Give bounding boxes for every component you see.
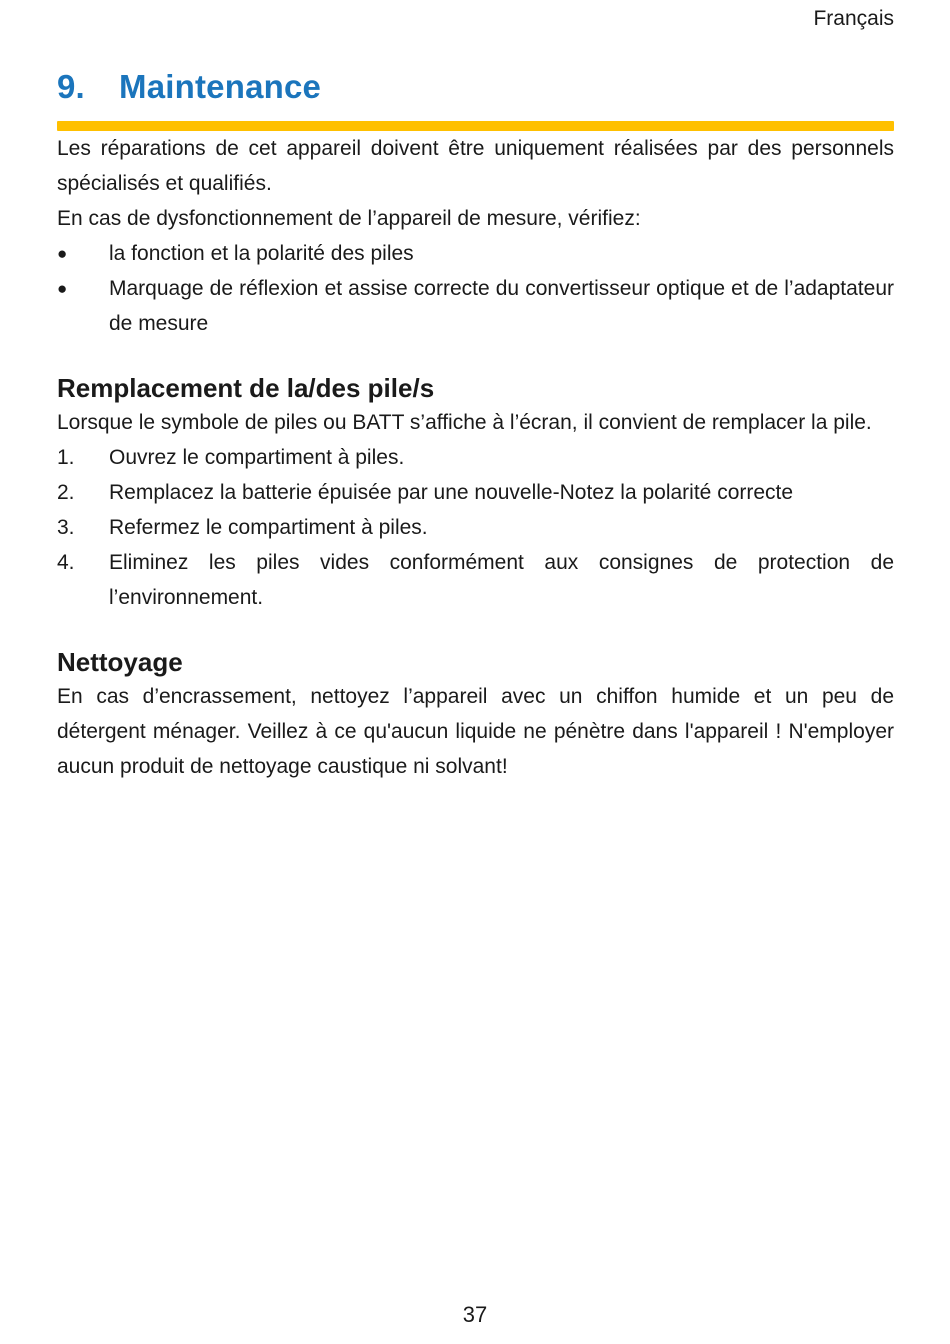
step-number: 4. [57, 551, 75, 574]
cleaning-paragraph: En cas d’encrassement, nettoyez l’appareil avec un chiffon humide et un peu de détergent ménager. Veillez à ce qu'aucun liquide ne pénètre dans l'appareil ! N'employer aucun produit de nettoyage caustique ni solvant! [57, 685, 894, 778]
troubleshoot-bullet-list [57, 236, 894, 341]
cleaning-section-title: Nettoyage [57, 647, 183, 677]
bullet-icon: ● [57, 279, 68, 298]
heading-rule [57, 121, 894, 131]
chapter-heading [57, 68, 894, 106]
bullet-text: la fonction et la polarité des piles [109, 242, 414, 265]
battery-section-lead: Lorsque le symbole de piles ou BATT s’affiche à l’écran, il convient de remplacer la pile. [57, 411, 872, 434]
list-item [57, 440, 894, 475]
chapter-title: Maintenance [119, 68, 322, 105]
list-item [57, 475, 894, 510]
bullet-icon: ● [57, 244, 68, 263]
language-label: Français [813, 7, 894, 30]
list-item [57, 545, 894, 615]
step-number: 2. [57, 481, 75, 504]
step-number: 3. [57, 516, 75, 539]
list-item [57, 236, 894, 271]
list-item [57, 510, 894, 545]
step-text: Eliminez les piles vides conformément aux consignes de protection de l’environnement. [109, 551, 894, 609]
battery-section-title: Remplacement de la/des pile/s [57, 373, 435, 403]
step-number: 1. [57, 446, 75, 469]
step-text: Ouvrez le compartiment à piles. [109, 446, 405, 469]
troubleshoot-lead: En cas de dysfonctionnement de l’appareil de mesure, vérifiez: [57, 207, 641, 230]
chapter-number: 9. [57, 68, 85, 105]
intro-paragraph: Les réparations de cet appareil doivent être uniquement réalisées par des personnels spécialisés et qualifiés. [57, 137, 894, 195]
step-text: Refermez le compartiment à piles. [109, 516, 428, 539]
bullet-text: Marquage de réflexion et assise correcte du convertisseur optique et de l’adaptateur de mesure [109, 277, 894, 335]
page-number: 37 [462, 1302, 488, 1327]
battery-steps-list [57, 440, 894, 615]
list-item [57, 271, 894, 341]
step-text: Remplacez la batterie épuisée par une nouvelle-Notez la polarité correcte [109, 481, 794, 504]
